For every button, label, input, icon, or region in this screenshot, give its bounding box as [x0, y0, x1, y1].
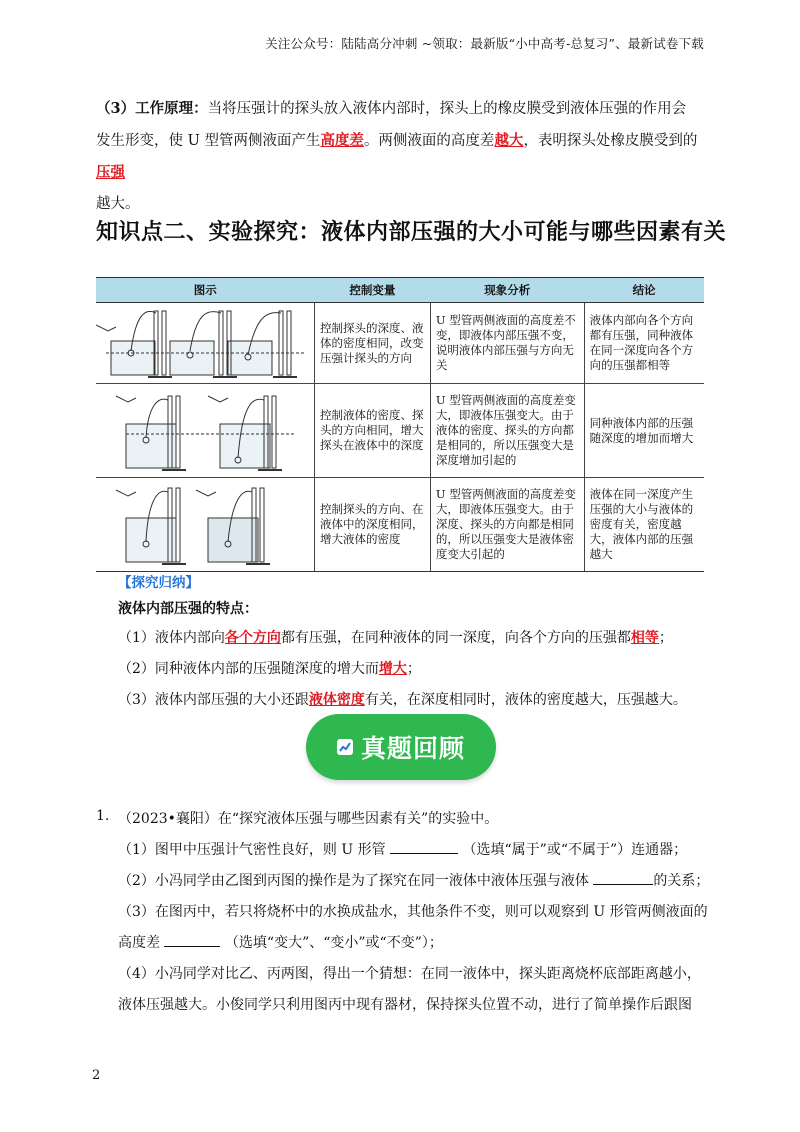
summary-item-1-text: ； [658, 630, 673, 646]
keyword-height-diff: 高度差 [320, 132, 364, 149]
analysis-cell: U 型管两侧液面的高度差变大，即液体压强变大。由于液体的密度、探头的方向都是相同的，所以压强变大是深度增加引起的 [430, 384, 584, 478]
summary-item-1-text: （1）液体内部向 [118, 630, 225, 646]
keyword-pressure: 压强 [96, 164, 125, 181]
summary-item-1-text: 都有压强，在同种液体的同一深度，向各个方向的压强都 [280, 630, 631, 646]
keyword-all-directions: 各个方向 [224, 630, 281, 646]
density-experiment-figure [96, 480, 314, 570]
keyword-larger: 越大 [494, 132, 524, 149]
question-intro: （2023•襄阳）在“探究液体压强与哪些因素有关”的实验中。 [118, 811, 499, 827]
analysis-cell: U 型管两侧液面的高度差变大，即液体压强变大。由于深度、探头的方向都是相同的，所以压强变大是液体密度变大引起的 [430, 478, 584, 572]
header-control: 控制变量 [315, 278, 431, 303]
answer-blank-3[interactable] [164, 932, 220, 947]
chart-icon [337, 739, 353, 755]
header-conclusion: 结论 [584, 278, 704, 303]
page-header: 关注公众号：陆陆高分冲刺 ~领取：最新版“小中高考-总复习”、最新试卷下载 [265, 36, 704, 51]
table-row [96, 303, 704, 384]
table-row [96, 384, 704, 478]
summary-item-2-text: （2）同种液体内部的压强随深度的增大而 [118, 661, 379, 677]
question-part-3-text: 高度差 [118, 935, 160, 951]
question-part-1-text: （1）图甲中压强计气密性良好，则 U 形管 [118, 842, 386, 858]
conclusion-cell: 液体在同一深度产生压强的大小与液体的密度有关，密度越大，液体内部的压强越大 [584, 478, 704, 572]
experiment-table [96, 277, 704, 572]
table-header-row [96, 278, 704, 303]
question-part-1 [118, 839, 687, 859]
question-part-4: （4）小冯同学对比乙、丙两图，得出一个猜想：在同一液体中，探头距离烧杯底部距离越小， [118, 966, 701, 982]
principle-paragraph [96, 93, 708, 220]
question-part-2 [118, 870, 709, 890]
summary-item-1 [118, 627, 673, 647]
section-title: 知识点二、实验探究：液体内部压强的大小可能与哪些因素有关 [96, 220, 727, 245]
principle-text-2: 发生形变，使 U 型管两侧液面产生 [96, 133, 321, 149]
summary-item-3-text: 有关，在深度相同时，液体的密度越大，压强越大。 [364, 692, 687, 708]
answer-blank-1[interactable] [390, 839, 458, 854]
principle-text-4: ，表明探头处橡皮膜受到的 [523, 133, 698, 149]
depth-experiment-figure [96, 386, 314, 476]
conclusion-cell: 同种液体内部的压强随深度的增加而增大 [584, 384, 704, 478]
figure-cell [96, 384, 315, 478]
direction-experiment-figure [96, 303, 314, 383]
question-part-2-text: （2）小冯同学由乙图到丙图的操作是为了探究在同一液体中液体压强与液体 [118, 873, 589, 889]
summary-title: 【探究归纳】 [118, 575, 199, 591]
control-cell: 控制探头的深度、液体的密度相同，改变压强计探头的方向 [315, 303, 431, 384]
table-row [96, 478, 704, 572]
summary-item-3 [118, 689, 687, 709]
question-number: 1. [96, 808, 110, 824]
header-figure: 图示 [96, 278, 315, 303]
analysis-cell: U 型管两侧液面的高度差不变，即液体内部压强不变，说明液体内部压强与方向无关 [430, 303, 584, 384]
summary-item-2 [118, 658, 421, 678]
question-part-2-text: 的关系； [653, 873, 710, 889]
review-badge-label: 真题回顾 [360, 734, 465, 763]
review-badge [306, 714, 496, 780]
control-cell: 控制探头的方向、在液体中的深度相同，增大液体的密度 [315, 478, 431, 572]
question-part-3-text: （选填“变大”、“变小”或“不变”）； [224, 935, 443, 951]
summary-item-3-text: （3）液体内部压强的大小还跟 [118, 692, 309, 708]
question-part-4-cont: 液体压强越大。小俊同学只利用图丙中现有器材，保持探头位置不动，进行了简单操作后跟图 [118, 997, 692, 1013]
keyword-equal: 相等 [630, 630, 659, 646]
answer-blank-2[interactable] [593, 870, 653, 885]
principle-text-1: 当将压强计的探头放入液体内部时，探头上的橡皮膜受到液体压强的作用会 [207, 101, 687, 117]
header-analysis: 现象分析 [430, 278, 584, 303]
figure-cell [96, 478, 315, 572]
question-part-3-cont [118, 932, 443, 952]
keyword-density: 液体密度 [308, 692, 365, 708]
keyword-increase: 增大 [378, 661, 407, 677]
page-number: 2 [92, 1068, 101, 1083]
principle-text-3: 。两侧液面的高度差 [363, 133, 495, 149]
principle-text-5: 越大。 [96, 196, 140, 212]
question-part-1-text: （选填“属于”或“不属于”）连通器； [462, 842, 688, 858]
summary-item-2-text: ； [406, 661, 421, 677]
control-cell: 控制液体的密度、探头的方向相同，增大探头在液体中的深度 [315, 384, 431, 478]
principle-label: （3）工作原理： [96, 100, 208, 117]
question-part-3: （3）在图丙中，若只将烧杯中的水换成盐水，其他条件不变，则可以观察到 U 形管两侧液面的 [118, 904, 708, 920]
conclusion-cell: 液体内部向各个方向都有压强，同种液体在同一深度向各个方向的压强都相等 [584, 303, 704, 384]
figure-cell [96, 303, 315, 384]
summary-subtitle: 液体内部压强的特点： [118, 601, 258, 617]
